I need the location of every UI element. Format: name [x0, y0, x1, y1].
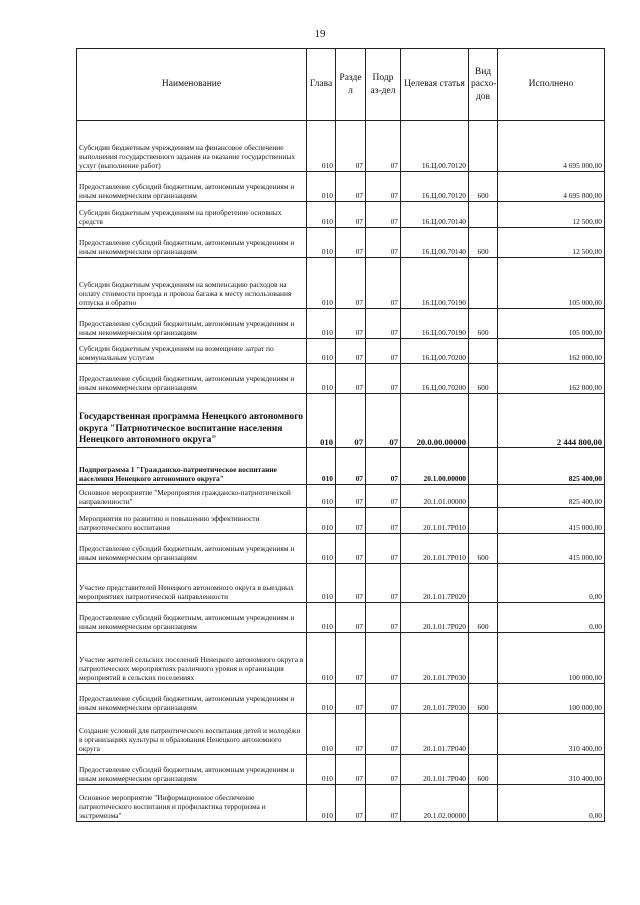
- row-glava: 010: [307, 364, 336, 394]
- header-vid: Вид расхо-дов: [469, 49, 498, 121]
- row-done: 12 500,00: [498, 202, 605, 228]
- row-target: 20.1.01.7Р010: [401, 534, 469, 564]
- row-done: 162 000,00: [498, 339, 605, 364]
- row-glava: 010: [307, 228, 336, 258]
- row-vid: [469, 448, 498, 485]
- row-target: 20.1.02.00000: [401, 785, 469, 822]
- row-name: Субсидии бюджетным учреждениям на компенсацию расходов на оплату стоимости проезда и провоза багажа к месту использования отпуска и обратно: [77, 258, 307, 309]
- row-vid: [469, 485, 498, 508]
- row-done: 105 000,00: [498, 258, 605, 309]
- row-glava: 010: [307, 534, 336, 564]
- row-glava: 010: [307, 785, 336, 822]
- row-glava: 010: [307, 309, 336, 339]
- row-razdel: 07: [336, 684, 366, 714]
- row-name: Мероприятия по развитию и повышению эффективности патриотического воспитания: [77, 508, 307, 534]
- row-vid: 600: [469, 603, 498, 633]
- row-razdel: 07: [336, 228, 366, 258]
- row-vid: [469, 633, 498, 684]
- row-glava: 010: [307, 603, 336, 633]
- row-name: Субсидии бюджетным учреждениям на финансовое обеспечение выполнения государственного задания на оказание государственных услуг (выполнение работ): [77, 121, 307, 172]
- row-glava: 010: [307, 508, 336, 534]
- table-row: [77, 508, 605, 534]
- row-razdel: 07: [336, 339, 366, 364]
- row-razdel: 07: [336, 309, 366, 339]
- row-target: 16.Ц.00.70200: [401, 339, 469, 364]
- row-glava: 010: [307, 121, 336, 172]
- table-row: [77, 364, 605, 394]
- row-vid: 600: [469, 172, 498, 202]
- table-row: [77, 785, 605, 822]
- row-done: 4 695 000,00: [498, 121, 605, 172]
- row-name: Предоставление субсидий бюджетным, автономным учреждениям и иным некоммерческим организациям: [77, 364, 307, 394]
- row-name: Предоставление субсидий бюджетным, автономным учреждениям и иным некоммерческим организациям: [77, 534, 307, 564]
- row-name: Государственная программа Ненецкого автономного округа "Патриотическое воспитание населения Ненецкого автономного округа": [77, 394, 307, 448]
- row-podrazdel: 07: [366, 339, 401, 364]
- row-podrazdel: 07: [366, 785, 401, 822]
- row-done: 310 400,00: [498, 755, 605, 785]
- row-podrazdel: 07: [366, 202, 401, 228]
- row-glava: 010: [307, 714, 336, 755]
- row-vid: 600: [469, 684, 498, 714]
- row-glava: 010: [307, 394, 336, 448]
- row-name: Субсидии бюджетным учреждениям на приобретение основных средств: [77, 202, 307, 228]
- row-target: 16.Ц.00.70140: [401, 228, 469, 258]
- row-podrazdel: 07: [366, 603, 401, 633]
- row-vid: 600: [469, 228, 498, 258]
- row-name: Субсидии бюджетным учреждениям на возмещение затрат по коммунальным услугам: [77, 339, 307, 364]
- table-row: [77, 603, 605, 633]
- row-name: Предоставление субсидий бюджетным, автономным учреждениям и иным некоммерческим организациям: [77, 228, 307, 258]
- row-razdel: 07: [336, 785, 366, 822]
- row-razdel: 07: [336, 258, 366, 309]
- row-name: Предоставление субсидий бюджетным, автономным учреждениям и иным некоммерческим организациям: [77, 603, 307, 633]
- row-target: 20.1.01.7Р040: [401, 755, 469, 785]
- row-vid: [469, 339, 498, 364]
- row-name: Предоставление субсидий бюджетным, автономным учреждениям и иным некоммерческим организациям: [77, 755, 307, 785]
- header-target: Целевая статья: [401, 49, 469, 121]
- table-row: [77, 448, 605, 485]
- row-glava: 010: [307, 172, 336, 202]
- row-razdel: 07: [336, 603, 366, 633]
- row-vid: [469, 394, 498, 448]
- table-row: [77, 633, 605, 684]
- row-razdel: 07: [336, 508, 366, 534]
- row-razdel: 07: [336, 564, 366, 603]
- row-target: 20.1.01.7Р020: [401, 603, 469, 633]
- row-target: 20.1.00.00000: [401, 448, 469, 485]
- row-razdel: 07: [336, 364, 366, 394]
- row-vid: [469, 508, 498, 534]
- table-row: [77, 202, 605, 228]
- row-razdel: 07: [336, 633, 366, 684]
- table-row: [77, 714, 605, 755]
- row-glava: 010: [307, 684, 336, 714]
- row-glava: 010: [307, 339, 336, 364]
- row-done: 12 500,00: [498, 228, 605, 258]
- row-done: 2 444 800,00: [498, 394, 605, 448]
- row-podrazdel: 07: [366, 394, 401, 448]
- row-razdel: 07: [336, 121, 366, 172]
- row-target: 20.0.00.00000: [401, 394, 469, 448]
- table-row: [77, 534, 605, 564]
- row-glava: 010: [307, 448, 336, 485]
- row-name: Основное мероприятие "Информационное обеспечение патриотического воспитания и профилактика терроризма и экстремизма": [77, 785, 307, 822]
- row-podrazdel: 07: [366, 309, 401, 339]
- row-done: 0,00: [498, 564, 605, 603]
- table-row: [77, 172, 605, 202]
- row-vid: 600: [469, 755, 498, 785]
- row-done: 310 400,00: [498, 714, 605, 755]
- row-podrazdel: 07: [366, 564, 401, 603]
- row-done: 415 000,00: [498, 534, 605, 564]
- row-glava: 010: [307, 202, 336, 228]
- row-name: Предоставление субсидий бюджетным, автономным учреждениям и иным некоммерческим организациям: [77, 172, 307, 202]
- row-done: 0,00: [498, 785, 605, 822]
- row-podrazdel: 07: [366, 485, 401, 508]
- row-podrazdel: 07: [366, 258, 401, 309]
- row-razdel: 07: [336, 534, 366, 564]
- row-podrazdel: 07: [366, 228, 401, 258]
- table-row: [77, 485, 605, 508]
- row-podrazdel: 07: [366, 508, 401, 534]
- table-row: [77, 228, 605, 258]
- row-vid: [469, 121, 498, 172]
- row-razdel: 07: [336, 755, 366, 785]
- row-done: 100 000,00: [498, 633, 605, 684]
- row-podrazdel: 07: [366, 121, 401, 172]
- table-row: [77, 121, 605, 172]
- table-row: [77, 755, 605, 785]
- header-done: Исполнено: [498, 49, 605, 121]
- row-target: 20.1.01.7Р010: [401, 508, 469, 534]
- row-target: 16.Ц.00.70120: [401, 121, 469, 172]
- row-vid: [469, 202, 498, 228]
- row-done: 162 000,00: [498, 364, 605, 394]
- row-target: 16.Ц.00.70190: [401, 309, 469, 339]
- row-razdel: 07: [336, 485, 366, 508]
- table-header-row: [77, 49, 605, 121]
- row-done: 4 695 000,00: [498, 172, 605, 202]
- row-vid: 600: [469, 534, 498, 564]
- row-name: Предоставление субсидий бюджетным, автономным учреждениям и иным некоммерческим организациям: [77, 309, 307, 339]
- table-row: [77, 309, 605, 339]
- page-number: 19: [314, 28, 326, 40]
- row-vid: [469, 785, 498, 822]
- row-razdel: 07: [336, 172, 366, 202]
- row-glava: 010: [307, 633, 336, 684]
- row-vid: [469, 258, 498, 309]
- row-target: 16.Ц.00.70200: [401, 364, 469, 394]
- row-name: Основное мероприятие "Мероприятия гражданско-патриотической направленности": [77, 485, 307, 508]
- row-glava: 010: [307, 755, 336, 785]
- row-podrazdel: 07: [366, 364, 401, 394]
- row-done: 825 400,00: [498, 448, 605, 485]
- table-row: [77, 394, 605, 448]
- row-glava: 010: [307, 485, 336, 508]
- row-name: Создание условий для патриотического воспитания детей и молодёжи в организациях культуры и образования Ненецкого автономного округа: [77, 714, 307, 755]
- row-name: Участие жителей сельских поселений Ненецкого автономного округа в патриотических мероприятиях различного уровня и организация мероприятий в сельских поселениях: [77, 633, 307, 684]
- row-vid: 600: [469, 364, 498, 394]
- table-row: [77, 339, 605, 364]
- row-target: 16.Ц.00.70140: [401, 202, 469, 228]
- row-target: 20.1.01.00000: [401, 485, 469, 508]
- row-podrazdel: 07: [366, 633, 401, 684]
- row-done: 415 000,00: [498, 508, 605, 534]
- row-target: 20.1.01.7Р040: [401, 714, 469, 755]
- header-name: Наименование: [77, 49, 307, 121]
- row-razdel: 07: [336, 448, 366, 485]
- header-razdel: Разде л: [336, 49, 366, 121]
- row-target: 16.Ц.00.70120: [401, 172, 469, 202]
- row-done: 825 400,00: [498, 485, 605, 508]
- row-done: 100 000,00: [498, 684, 605, 714]
- row-podrazdel: 07: [366, 755, 401, 785]
- row-razdel: 07: [336, 394, 366, 448]
- row-name: Участие представителей Ненецкого автономного округа в выездных мероприятиях патриотической направленности: [77, 564, 307, 603]
- row-vid: 600: [469, 309, 498, 339]
- row-name: Предоставление субсидий бюджетным, автономным учреждениям и иным некоммерческим организациям: [77, 684, 307, 714]
- row-vid: [469, 564, 498, 603]
- row-podrazdel: 07: [366, 534, 401, 564]
- row-glava: 010: [307, 564, 336, 603]
- header-podrazdel: Подр аз-дел: [366, 49, 401, 121]
- table-row: [77, 258, 605, 309]
- row-glava: 010: [307, 258, 336, 309]
- row-razdel: 07: [336, 714, 366, 755]
- row-vid: [469, 714, 498, 755]
- header-glava: Глава: [307, 49, 336, 121]
- row-done: 105 000,00: [498, 309, 605, 339]
- table-row: [77, 684, 605, 714]
- row-razdel: 07: [336, 202, 366, 228]
- row-target: 20.1.01.7Р030: [401, 684, 469, 714]
- row-name: Подпрограмма 1 "Гражданско-патриотическое воспитание населения Ненецкого автономного округа": [77, 448, 307, 485]
- row-podrazdel: 07: [366, 172, 401, 202]
- row-target: 20.1.01.7Р030: [401, 633, 469, 684]
- row-podrazdel: 07: [366, 714, 401, 755]
- table-row: [77, 564, 605, 603]
- row-target: 16.Ц.00.70190: [401, 258, 469, 309]
- budget-table: [76, 48, 605, 822]
- row-target: 20.1.01.7Р020: [401, 564, 469, 603]
- row-done: 0,00: [498, 603, 605, 633]
- row-podrazdel: 07: [366, 448, 401, 485]
- row-podrazdel: 07: [366, 684, 401, 714]
